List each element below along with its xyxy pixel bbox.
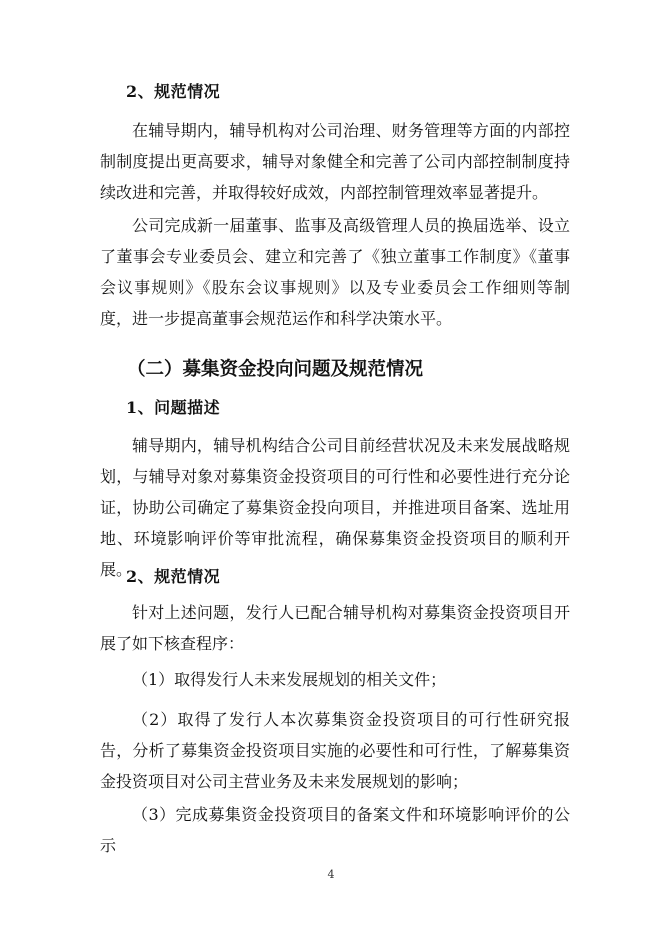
paragraph-board-governance: 公司完成新一届董事、监事及高级管理人员的换届选举、设立了董事会专业委员会、建立和完善了《独立董事工作制度》《董事会议事规则》《股东会议事规则》以及专业委员会工作细则等制度，进一步提高董事会规范运作和科学决策水平。 — [100, 216, 570, 328]
paragraph-internal-control: 在辅导期内，辅导机构对公司治理、财务管理等方面的内部控制制度提出更高要求，辅导对象健全和完善了公司内部控制制度持续改进和完善，并取得较好成效，内部控制管理效率显著提升。 — [100, 121, 570, 202]
section-title-fundraising: （二）募集资金投向问题及规范情况 — [127, 359, 424, 380]
list-item: （1）取得发行人未来发展规划的相关文件； — [132, 670, 447, 689]
list-item: （3）完成募集资金投资项目的备案文件和环境影响评价的公示 — [100, 805, 570, 855]
list-item: （2）取得了发行人本次募集资金投资项目的可行性研究报告，分析了募集资金投资项目实施的必要性和可行性，了解募集资金投资项目对公司主营业务及未来发展规划的影响； — [100, 710, 570, 791]
paragraph-problem-description: 辅导期内，辅导机构结合公司目前经营状况及未来发展战略规划，与辅导对象对募集资金投资项目的可行性和必要性进行充分论证，协助公司确定了募集资金投向项目，并推进项目备案、选址用地、环境影响评价等审批流程，确保募集资金投资项目的顺利开展。 — [100, 436, 570, 579]
page-number: 4 — [327, 868, 335, 881]
heading-problem-description: 1、问题描述 — [126, 398, 221, 417]
paragraph-verification-intro: 针对上述问题，发行人已配合辅导机构对募集资金投资项目开展了如下核查程序： — [100, 603, 570, 653]
heading-normalization-1: 2、规范情况 — [126, 82, 221, 101]
heading-normalization-2: 2、规范情况 — [126, 567, 221, 586]
